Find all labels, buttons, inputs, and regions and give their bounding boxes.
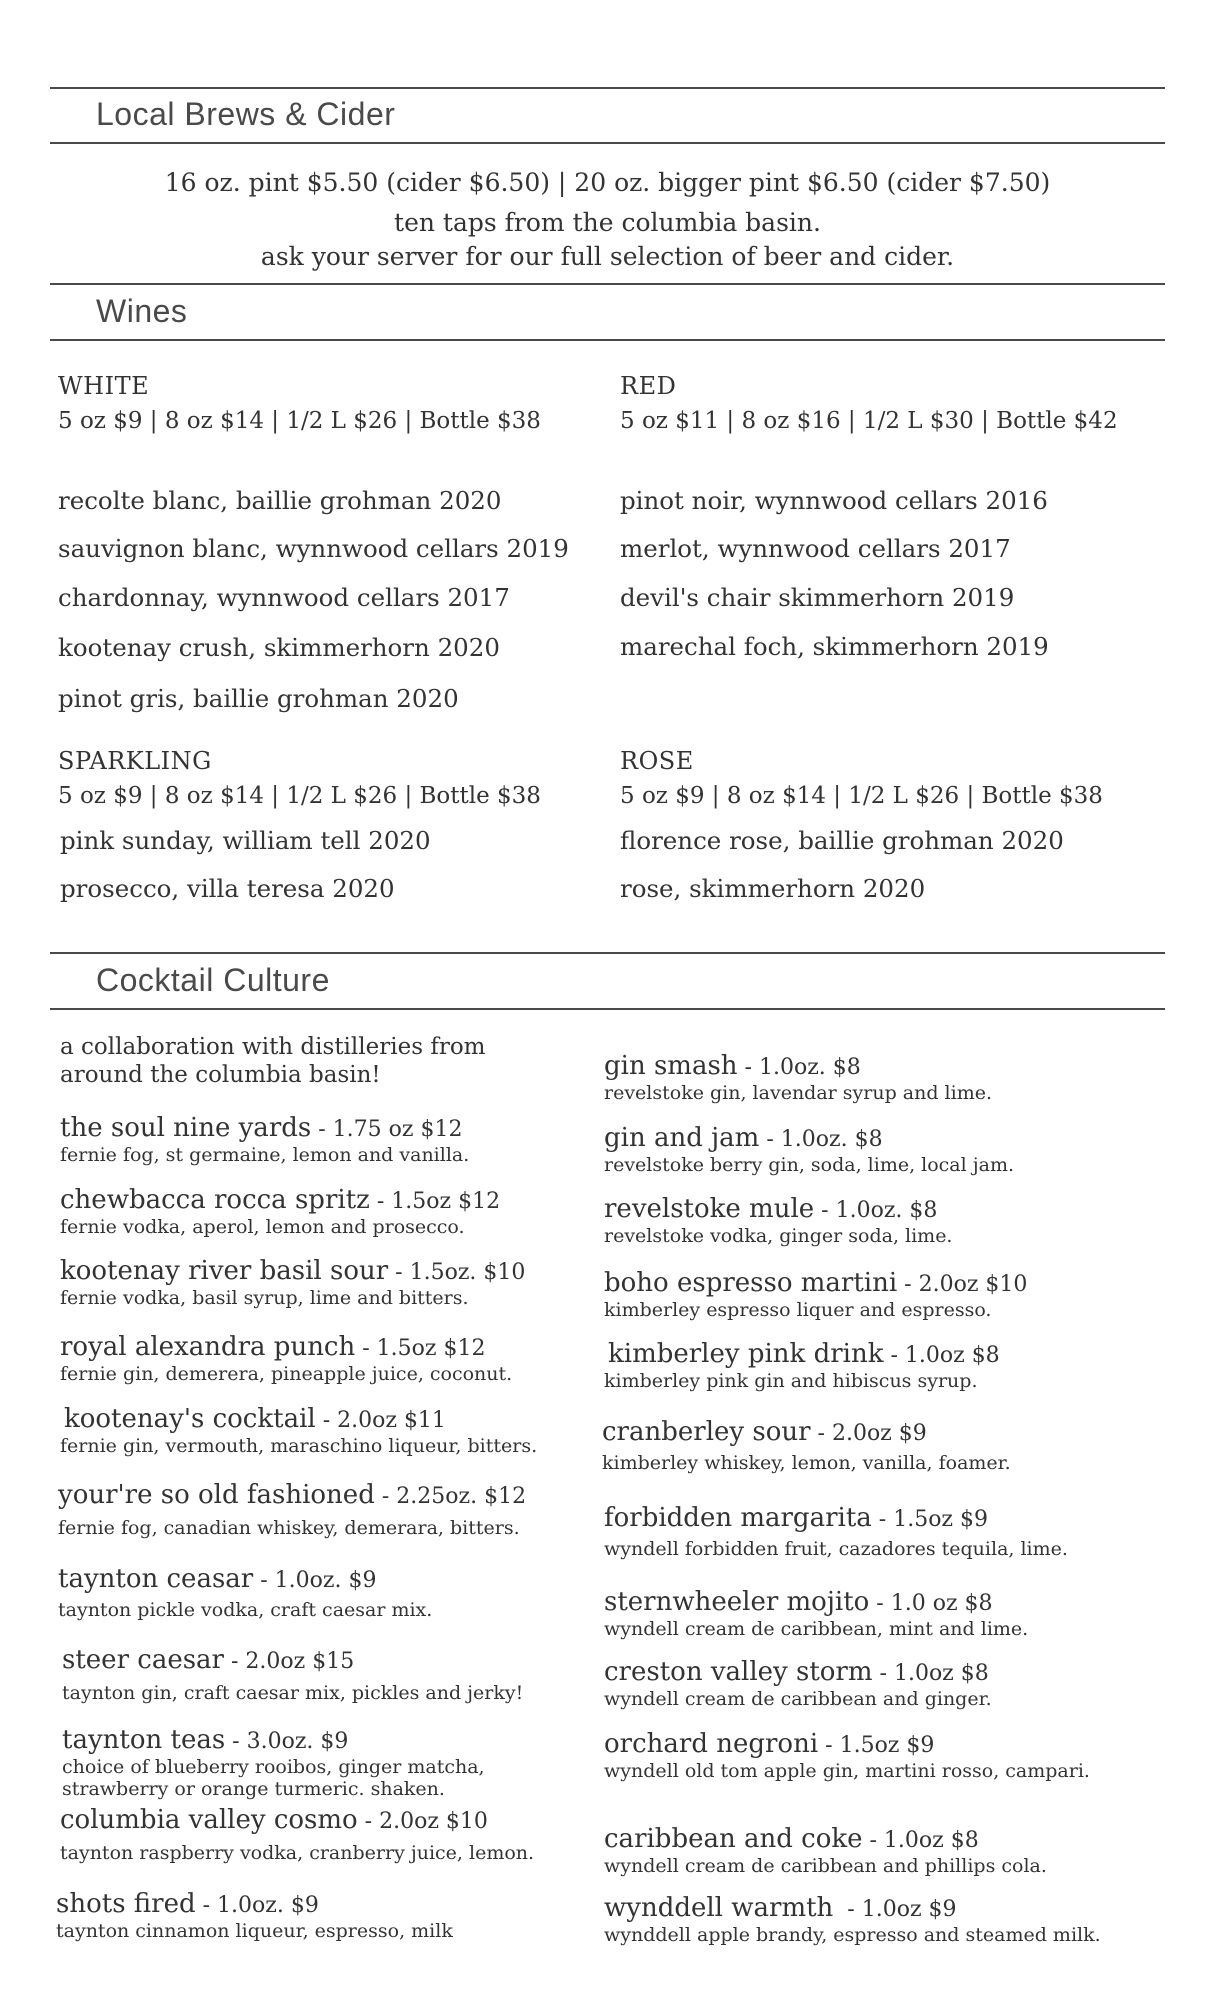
cocktail-name-line xyxy=(58,1565,432,1595)
cocktail-name-line xyxy=(56,1890,453,1920)
cocktail-left-10 xyxy=(60,1806,534,1864)
cocktail-name: forbidden margarita xyxy=(604,1503,872,1533)
white-wine-3: chardonnay, wynnwood cellars 2017 xyxy=(58,583,510,612)
cocktail-left-8 xyxy=(62,1646,523,1704)
cocktail-name-line xyxy=(58,1481,526,1511)
cocktail-name-line xyxy=(602,1418,1011,1448)
cocktail-size-price: - 2.0oz $10 xyxy=(357,1809,488,1834)
cocktails-title-rule xyxy=(50,1008,1165,1010)
cocktail-description: kimberley espresso liquer and espresso. xyxy=(604,1299,992,1321)
brews-title-rule xyxy=(50,142,1165,144)
cocktail-name-line xyxy=(604,1825,1047,1855)
white-wine-1: recolte blanc, baillie grohman 2020 xyxy=(58,486,502,515)
rose-wine-2: rose, skimmerhorn 2020 xyxy=(620,874,926,903)
red-prices: 5 oz $11 | 8 oz $16 | 1/2 L $30 | Bottle $42 xyxy=(620,408,1118,434)
cocktail-name: taynton ceasar xyxy=(58,1564,254,1594)
cocktail-description: fernie vodka, aperol, lemon and prosecco. xyxy=(60,1216,465,1238)
cocktail-name-line xyxy=(604,1588,1028,1618)
cocktail-left-1 xyxy=(60,1114,469,1166)
cocktail-description: revelstoke berry gin, soda, lime, local jam. xyxy=(604,1154,1015,1176)
sparkling-label: SPARKLING xyxy=(58,747,212,775)
cocktail-name-line xyxy=(60,1257,525,1287)
cocktail-size-price: - 3.0oz. $9 xyxy=(225,1729,349,1754)
cocktails-intro-line-1: a collaboration with distilleries from xyxy=(60,1034,486,1060)
cocktail-name: revelstoke mule xyxy=(604,1194,815,1224)
sparkling-wine-1: pink sunday, william tell 2020 xyxy=(60,826,431,855)
cocktail-name: your're so old fashioned xyxy=(58,1480,375,1510)
cocktail-right-7 xyxy=(604,1504,1068,1560)
cocktail-right-2 xyxy=(604,1124,1014,1176)
cocktail-size-price: - 1.5oz $9 xyxy=(818,1733,935,1758)
wines-top-rule xyxy=(50,283,1165,285)
cocktail-size-price: - 1.0oz. $8 xyxy=(737,1055,861,1080)
cocktails-intro-line-2: around the columbia basin! xyxy=(60,1062,381,1088)
cocktail-description: strawberry or orange turmeric. shaken. xyxy=(62,1778,445,1800)
cocktail-name-line xyxy=(608,1340,1000,1370)
cocktail-description: wyndell cream de caribbean and ginger. xyxy=(604,1688,992,1710)
red-wine-4: marechal foch, skimmerhorn 2019 xyxy=(620,632,1049,661)
white-wine-5: pinot gris, baillie grohman 2020 xyxy=(58,684,459,713)
cocktail-name-line xyxy=(64,1405,537,1435)
cocktail-name-line xyxy=(604,1504,1068,1534)
cocktail-size-price: - 1.0oz $9 xyxy=(833,1897,957,1922)
cocktail-description: fernie fog, canadian whiskey, demerara, bitters. xyxy=(58,1517,520,1539)
cocktail-name: kootenay's cocktail xyxy=(64,1404,316,1434)
cocktail-name-line xyxy=(60,1333,512,1363)
cocktail-name-line xyxy=(604,1052,992,1082)
brews-pricing: 16 oz. pint $5.50 (cider $6.50) | 20 oz. bigger pint $6.50 (cider $7.50) xyxy=(164,168,1051,197)
cocktail-right-11 xyxy=(604,1825,1047,1877)
cocktail-description: wyndell cream de caribbean and phillips cola. xyxy=(604,1855,1047,1877)
cocktails-intro xyxy=(60,1033,485,1089)
cocktail-name: cranberley sour xyxy=(602,1417,811,1447)
red-wine-3: devil's chair skimmerhorn 2019 xyxy=(620,583,1015,612)
cocktail-right-4 xyxy=(604,1269,1027,1321)
cocktail-description: revelstoke vodka, ginger soda, lime. xyxy=(604,1225,953,1247)
cocktail-name: caribbean and coke xyxy=(604,1824,863,1854)
red-wine-2: merlot, wynnwood cellars 2017 xyxy=(620,534,1011,563)
cocktail-right-3 xyxy=(604,1195,952,1247)
white-wine-2: sauvignon blanc, wynnwood cellars 2019 xyxy=(58,534,569,563)
cocktail-left-7 xyxy=(58,1565,432,1621)
wines-title-rule xyxy=(50,339,1165,341)
wines-title: Wines xyxy=(96,293,188,329)
cocktail-name: taynton teas xyxy=(62,1725,226,1755)
cocktails-top-rule xyxy=(50,952,1165,954)
white-label: WHITE xyxy=(58,372,150,400)
brews-ask-server: ask your server for our full selection of beer and cider. xyxy=(260,242,955,271)
cocktail-left-2 xyxy=(60,1186,500,1238)
cocktail-description: fernie gin, demerera, pineapple juice, coconut. xyxy=(60,1363,513,1385)
cocktail-name: kimberley pink drink xyxy=(608,1339,884,1369)
cocktail-size-price: - 1.0oz $8 xyxy=(862,1828,979,1853)
cocktail-size-price: - 1.0oz $8 xyxy=(883,1343,1000,1368)
cocktail-description: fernie fog, st germaine, lemon and vanilla. xyxy=(60,1144,470,1166)
cocktail-size-price: - 1.0oz $8 xyxy=(872,1661,989,1686)
cocktail-right-12 xyxy=(604,1894,1101,1946)
white-prices: 5 oz $9 | 8 oz $14 | 1/2 L $26 | Bottle $38 xyxy=(58,408,541,434)
sparkling-wine-2: prosecco, villa teresa 2020 xyxy=(60,874,395,903)
cocktail-name: boho espresso martini xyxy=(604,1268,898,1298)
cocktail-name: the soul nine yards xyxy=(60,1113,312,1143)
cocktail-name-line xyxy=(604,1269,1027,1299)
cocktail-name: gin and jam xyxy=(604,1123,760,1153)
cocktail-size-price: - 2.25oz. $12 xyxy=(374,1484,527,1509)
red-label: RED xyxy=(620,372,677,400)
rose-label: ROSE xyxy=(620,747,694,775)
cocktail-name: steer caesar xyxy=(62,1645,224,1675)
cocktail-name: creston valley storm xyxy=(604,1657,873,1687)
cocktail-size-price: - 1.0oz. $9 xyxy=(253,1568,377,1593)
cocktail-description: choice of blueberry rooibos, ginger matcha, xyxy=(62,1756,485,1778)
cocktail-name: shots fired xyxy=(56,1889,196,1919)
cocktail-name: chewbacca rocca spritz xyxy=(60,1185,370,1215)
cocktail-left-11 xyxy=(56,1890,453,1942)
cocktail-name-line xyxy=(60,1186,500,1216)
cocktail-name: orchard negroni xyxy=(604,1729,819,1759)
top-rule xyxy=(50,87,1165,89)
cocktail-left-3 xyxy=(60,1257,525,1309)
cocktail-name: sternwheeler mojito xyxy=(604,1587,870,1617)
cocktail-description: fernie vodka, basil syrup, lime and bitters. xyxy=(60,1287,469,1309)
cocktail-description: kimberley whiskey, lemon, vanilla, foamer. xyxy=(602,1452,1011,1474)
cocktails-title: Cocktail Culture xyxy=(96,962,330,998)
cocktail-name-line xyxy=(604,1658,992,1688)
cocktail-name: gin smash xyxy=(604,1051,738,1081)
cocktail-size-price: - 1.5oz $12 xyxy=(355,1336,486,1361)
cocktail-size-price: - 1.0oz. $8 xyxy=(814,1198,938,1223)
cocktail-name: kootenay river basil sour xyxy=(60,1256,389,1286)
cocktail-description: taynton raspberry vodka, cranberry juice, lemon. xyxy=(60,1842,535,1864)
cocktail-size-price: - 1.0oz. $8 xyxy=(759,1127,883,1152)
cocktail-size-price: - 2.0oz $15 xyxy=(223,1649,355,1674)
cocktail-right-10 xyxy=(604,1730,1090,1782)
cocktail-description: taynton cinnamon liqueur, espresso, milk xyxy=(56,1920,453,1942)
cocktail-description: wyndell cream de caribbean, mint and lime. xyxy=(604,1618,1029,1640)
cocktail-name-line xyxy=(604,1730,1090,1760)
cocktail-size-price: - 2.0oz $9 xyxy=(810,1421,927,1446)
cocktail-right-9 xyxy=(604,1658,992,1710)
cocktail-name: royal alexandra punch xyxy=(60,1332,356,1362)
brews-title: Local Brews & Cider xyxy=(96,96,396,132)
cocktail-description: revelstoke gin, lavendar syrup and lime. xyxy=(604,1082,993,1104)
cocktail-name-line xyxy=(60,1114,469,1144)
cocktail-left-4 xyxy=(60,1333,512,1385)
rose-wine-1: florence rose, baillie grohman 2020 xyxy=(620,826,1064,855)
white-wine-4: kootenay crush, skimmerhorn 2020 xyxy=(58,633,500,662)
cocktail-size-price: - 1.5oz $9 xyxy=(871,1507,989,1532)
cocktail-size-price: - 1.75 oz $12 xyxy=(311,1117,463,1142)
cocktail-name-line xyxy=(604,1894,1101,1924)
cocktail-name-line xyxy=(604,1195,952,1225)
cocktail-size-price: - 2.0oz $10 xyxy=(897,1272,1028,1297)
rose-prices: 5 oz $9 | 8 oz $14 | 1/2 L $26 | Bottle $38 xyxy=(620,783,1103,809)
cocktail-description: wyndell old tom apple gin, martini rosso, campari. xyxy=(604,1760,1090,1782)
brews-taps: ten taps from the columbia basin. xyxy=(394,208,821,237)
cocktail-name-line xyxy=(62,1726,485,1756)
cocktail-right-1 xyxy=(604,1052,992,1104)
cocktail-size-price: - 2.0oz $11 xyxy=(315,1408,446,1433)
sparkling-prices: 5 oz $9 | 8 oz $14 | 1/2 L $26 | Bottle $38 xyxy=(58,783,541,809)
cocktail-right-6 xyxy=(602,1418,1011,1474)
cocktail-name-line xyxy=(60,1806,534,1836)
cocktail-size-price: - 1.0oz. $9 xyxy=(195,1893,319,1918)
cocktail-description: wyndell forbidden fruit, cazadores tequila, lime. xyxy=(604,1538,1068,1560)
cocktail-description: wynddell apple brandy, espresso and steamed milk. xyxy=(604,1924,1101,1946)
cocktail-left-5 xyxy=(60,1404,538,1457)
cocktail-description: taynton pickle vodka, craft caesar mix. xyxy=(58,1599,433,1621)
cocktail-left-9 xyxy=(62,1726,485,1800)
cocktail-name-line xyxy=(62,1646,523,1676)
cocktail-description: taynton gin, craft caesar mix, pickles and jerky! xyxy=(62,1682,524,1704)
red-wine-1: pinot noir, wynnwood cellars 2016 xyxy=(620,486,1048,515)
cocktail-right-5 xyxy=(604,1339,1000,1392)
cocktail-size-price: - 1.0 oz $8 xyxy=(869,1591,993,1616)
cocktail-size-price: - 1.5oz. $10 xyxy=(388,1260,526,1285)
cocktail-name: columbia valley cosmo xyxy=(60,1805,358,1835)
cocktail-left-6 xyxy=(58,1481,526,1539)
cocktail-name: wynddell warmth xyxy=(604,1893,834,1923)
cocktail-size-price: - 1.5oz $12 xyxy=(369,1189,501,1214)
cocktail-right-8 xyxy=(604,1588,1028,1640)
cocktail-name-line xyxy=(604,1124,1014,1154)
cocktail-description: kimberley pink gin and hibiscus syrup. xyxy=(604,1370,978,1392)
cocktail-description: fernie gin, vermouth, maraschino liqueur, bitters. xyxy=(60,1435,538,1457)
